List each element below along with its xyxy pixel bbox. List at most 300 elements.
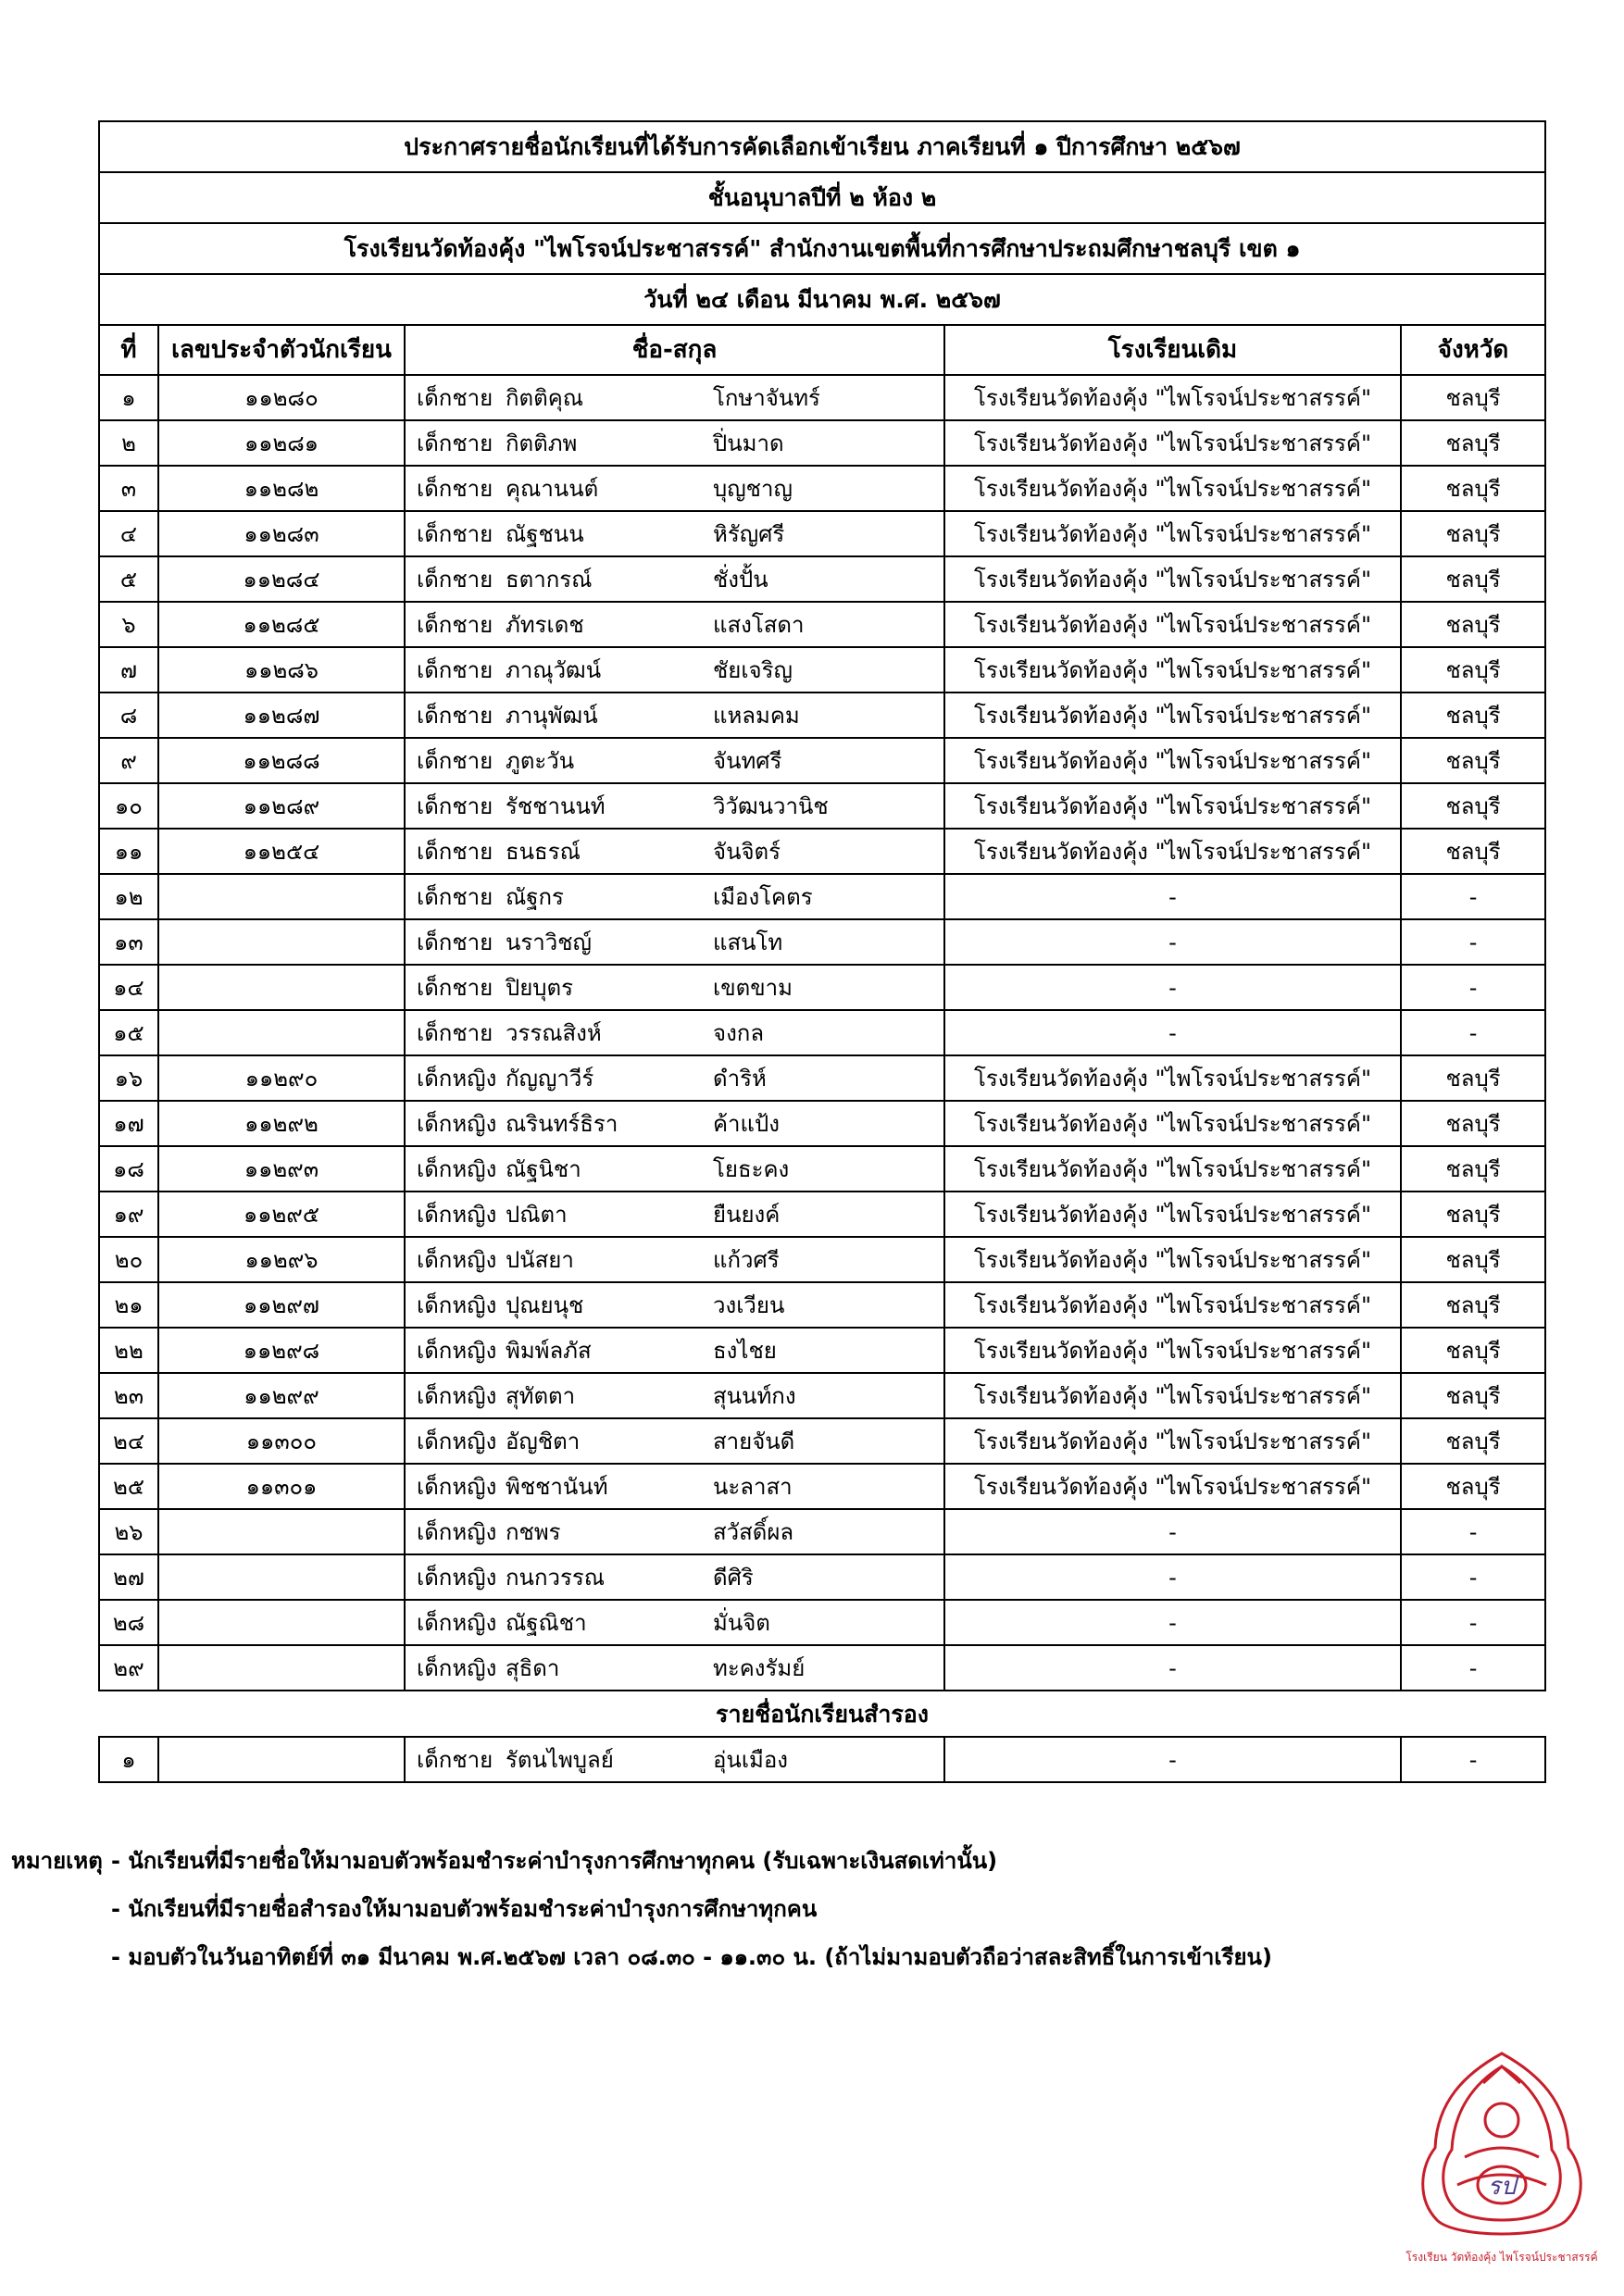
student-id: ๑๑๒๘๗ (158, 693, 405, 738)
row-number: ๒๗ (99, 1554, 158, 1600)
table-row (99, 1237, 1545, 1282)
student-id: ๑๑๒๘๑ (158, 420, 405, 466)
row-number: ๒๓ (99, 1373, 158, 1418)
row-number: ๒๘ (99, 1600, 158, 1645)
former-school: โรงเรียนวัดท้องคุ้ง "ไพโรจน์ประชาสรรค์" (944, 1464, 1401, 1509)
table-body (99, 121, 1545, 1782)
former-school: โรงเรียนวัดท้องคุ้ง "ไพโรจน์ประชาสรรค์" (944, 1237, 1401, 1282)
student-name (405, 466, 944, 511)
first-name: รัชชานนท์ (506, 792, 606, 819)
first-name: ธตากรณ์ (506, 566, 593, 593)
first-name: คุณานนต์ (506, 475, 599, 502)
row-number: ๘ (99, 693, 158, 738)
name-prefix: เด็กหญิง (417, 1110, 497, 1137)
province: ชลบุรี (1401, 420, 1545, 466)
province: - (1401, 1600, 1545, 1645)
student-name (405, 1192, 944, 1237)
former-school: โรงเรียนวัดท้องคุ้ง "ไพโรจน์ประชาสรรค์" (944, 829, 1401, 874)
table-row (99, 1600, 1545, 1645)
student-id: ๑๑๒๘๘ (158, 738, 405, 783)
former-school: - (944, 965, 1401, 1010)
name-prefix: เด็กชาย (417, 702, 493, 729)
student-name (405, 1418, 944, 1464)
province: ชลบุรี (1401, 829, 1545, 874)
province: ชลบุรี (1401, 602, 1545, 647)
province: - (1401, 874, 1545, 919)
province: ชลบุรี (1401, 1373, 1545, 1418)
province: ชลบุรี (1401, 511, 1545, 556)
name-prefix: เด็กหญิง (417, 1564, 497, 1591)
last-name: ชัยเจริญ (713, 656, 793, 683)
row-number: ๔ (99, 511, 158, 556)
province: ชลบุรี (1401, 375, 1545, 420)
first-name: รัตนไพบูลย์ (506, 1746, 614, 1773)
first-name: ภูตะวัน (506, 747, 575, 774)
reserve-title-row (99, 1691, 1545, 1737)
first-name: วรรณสิงห์ (506, 1019, 602, 1046)
province: - (1401, 1554, 1545, 1600)
row-number: ๑๓ (99, 919, 158, 965)
province: ชลบุรี (1401, 1101, 1545, 1146)
student-id: ๑๑๒๙๘ (158, 1328, 405, 1373)
col-header-province: จังหวัด (1401, 325, 1545, 375)
col-header-name: ชื่อ-สกุล (405, 325, 944, 375)
province: ชลบุรี (1401, 1146, 1545, 1192)
row-number: ๒๑ (99, 1282, 158, 1328)
first-name: ณัฐนิชา (506, 1155, 581, 1182)
row-number: ๑๘ (99, 1146, 158, 1192)
former-school: - (944, 1600, 1401, 1645)
first-name: ปนัสยา (506, 1246, 574, 1273)
first-name: ภาณุวัฒน์ (506, 656, 602, 683)
note-line-2 (11, 1890, 1400, 1939)
row-number: ๑๑ (99, 829, 158, 874)
name-prefix: เด็กหญิง (417, 1609, 497, 1636)
student-id: ๑๑๓๐๑ (158, 1464, 405, 1509)
row-number: ๖ (99, 602, 158, 647)
seal-graphic (1400, 2046, 1604, 2277)
first-name: ภานุพัฒน์ (506, 702, 598, 729)
province: - (1401, 1509, 1545, 1554)
province: - (1401, 1010, 1545, 1055)
former-school: โรงเรียนวัดท้องคุ้ง "ไพโรจน์ประชาสรรค์" (944, 602, 1401, 647)
student-name (405, 1146, 944, 1192)
student-id (158, 1554, 405, 1600)
student-name (405, 1010, 944, 1055)
col-header-former-school: โรงเรียนเดิม (944, 325, 1401, 375)
student-name (405, 1055, 944, 1101)
table-row (99, 1418, 1545, 1464)
row-number: ๒๒ (99, 1328, 158, 1373)
student-name (405, 1101, 944, 1146)
title-row-1 (99, 121, 1545, 172)
student-id: ๑๑๒๘๕ (158, 602, 405, 647)
province: ชลบุรี (1401, 1192, 1545, 1237)
name-prefix: เด็กหญิง (417, 1473, 497, 1500)
last-name: สายจันดี (713, 1428, 795, 1454)
province: ชลบุรี (1401, 1418, 1545, 1464)
table-row (99, 1055, 1545, 1101)
first-name: ณัฐชนน (506, 520, 584, 547)
name-prefix: เด็กชาย (417, 1019, 493, 1046)
last-name: เมืองโคตร (713, 883, 813, 910)
seal-caption: โรงเรียน วัดท้องคุ้ง ไพโรจน์ประชาสรรค์ (1405, 2251, 1598, 2264)
first-name: ธนธรณ์ (506, 838, 581, 865)
student-id: ๑๑๒๘๖ (158, 647, 405, 693)
col-header-student-id: เลขประจำตัวนักเรียน (158, 325, 405, 375)
date-title: วันที่ ๒๔ เดือน มีนาคม พ.ศ. ๒๕๖๗ (99, 274, 1545, 325)
student-name (405, 1737, 944, 1782)
former-school: - (944, 1645, 1401, 1691)
last-name: ค้าแป้ง (713, 1110, 780, 1137)
name-prefix: เด็กชาย (417, 566, 493, 593)
row-number: ๑๙ (99, 1192, 158, 1237)
table-row (99, 1101, 1545, 1146)
former-school: โรงเรียนวัดท้องคุ้ง "ไพโรจน์ประชาสรรค์" (944, 1373, 1401, 1418)
student-name (405, 1645, 944, 1691)
first-name: กัญญาวีร์ (506, 1065, 594, 1092)
row-number: ๒๖ (99, 1509, 158, 1554)
student-name (405, 783, 944, 829)
student-id (158, 1737, 405, 1782)
row-number: ๑ (99, 375, 158, 420)
title-row-3 (99, 223, 1545, 274)
former-school: โรงเรียนวัดท้องคุ้ง "ไพโรจน์ประชาสรรค์" (944, 375, 1401, 420)
last-name: หิรัญศรี (713, 520, 785, 547)
row-number: ๒ (99, 420, 158, 466)
student-id: ๑๑๒๘๔ (158, 556, 405, 602)
first-name: ปณิตา (506, 1201, 568, 1228)
student-id: ๑๑๒๙๓ (158, 1146, 405, 1192)
name-prefix: เด็กชาย (417, 520, 493, 547)
row-number: ๒๔ (99, 1418, 158, 1464)
row-number: ๑๐ (99, 783, 158, 829)
name-prefix: เด็กหญิง (417, 1518, 497, 1545)
student-name (405, 511, 944, 556)
student-id: ๑๑๒๘๒ (158, 466, 405, 511)
province: ชลบุรี (1401, 783, 1545, 829)
table-row (99, 1010, 1545, 1055)
note-item: - มอบตัวในวันอาทิตย์ที่ ๓๑ มีนาคม พ.ศ.๒๕๖๗ เวลา ๐๘.๓๐ - ๑๑.๓๐ น. (ถ้าไม่มามอบตัวถือว่าสละสิทธิ์ในการเข้าเรียน) (111, 1944, 1272, 1970)
table-row (99, 1373, 1545, 1418)
name-prefix: เด็กหญิง (417, 1654, 497, 1681)
notes-label: หมายเหตุ (11, 1848, 103, 1874)
row-number: ๒๙ (99, 1645, 158, 1691)
last-name: บุญชาญ (713, 475, 793, 502)
student-id: ๑๑๒๙๐ (158, 1055, 405, 1101)
first-name: สุธิดา (506, 1654, 560, 1681)
table-row (99, 511, 1545, 556)
first-name: ณรินทร์ธิรา (506, 1110, 618, 1137)
student-id (158, 919, 405, 965)
table-row (99, 783, 1545, 829)
table-row (99, 1645, 1545, 1691)
student-name (405, 1373, 944, 1418)
row-number: ๙ (99, 738, 158, 783)
first-name: พิมพ์ลภัส (506, 1337, 592, 1364)
province: - (1401, 1645, 1545, 1691)
name-prefix: เด็กหญิง (417, 1201, 497, 1228)
former-school: โรงเรียนวัดท้องคุ้ง "ไพโรจน์ประชาสรรค์" (944, 783, 1401, 829)
province: ชลบุรี (1401, 647, 1545, 693)
student-name (405, 738, 944, 783)
student-id: ๑๑๒๕๔ (158, 829, 405, 874)
former-school: โรงเรียนวัดท้องคุ้ง "ไพโรจน์ประชาสรรค์" (944, 693, 1401, 738)
former-school: โรงเรียนวัดท้องคุ้ง "ไพโรจน์ประชาสรรค์" (944, 647, 1401, 693)
student-id: ๑๑๒๙๙ (158, 1373, 405, 1418)
first-name: ปิยบุตร (506, 974, 574, 1001)
former-school: โรงเรียนวัดท้องคุ้ง "ไพโรจน์ประชาสรรค์" (944, 466, 1401, 511)
province: ชลบุรี (1401, 1055, 1545, 1101)
column-header-row (99, 325, 1545, 375)
student-name (405, 693, 944, 738)
last-name: แสงโสดา (713, 611, 805, 638)
last-name: ธงไชย (713, 1337, 777, 1364)
former-school: - (944, 1509, 1401, 1554)
table-row (99, 602, 1545, 647)
first-name: นราวิชญ์ (506, 929, 592, 955)
reserve-list-title: รายชื่อนักเรียนสำรอง (716, 1700, 930, 1728)
name-prefix: เด็กชาย (417, 384, 493, 411)
student-name (405, 829, 944, 874)
student-id (158, 1509, 405, 1554)
table-row (99, 919, 1545, 965)
table-row (99, 466, 1545, 511)
former-school: โรงเรียนวัดท้องคุ้ง "ไพโรจน์ประชาสรรค์" (944, 420, 1401, 466)
last-name: สวัสดิ์ผล (713, 1518, 794, 1545)
name-prefix: เด็กชาย (417, 430, 493, 456)
last-name: วงเวียน (713, 1292, 785, 1318)
name-prefix: เด็กชาย (417, 792, 493, 819)
table-row (99, 829, 1545, 874)
row-number: ๑๕ (99, 1010, 158, 1055)
row-number: ๑๔ (99, 965, 158, 1010)
table-row (99, 1509, 1545, 1554)
table-row (99, 738, 1545, 783)
province: ชลบุรี (1401, 466, 1545, 511)
last-name: ยืนยงค์ (713, 1201, 781, 1228)
province: ชลบุรี (1401, 1282, 1545, 1328)
last-name: ชั่งปั้น (713, 566, 768, 593)
last-name: แหลมคม (713, 702, 800, 729)
table-row (99, 1282, 1545, 1328)
former-school: โรงเรียนวัดท้องคุ้ง "ไพโรจน์ประชาสรรค์" (944, 1328, 1401, 1373)
province: ชลบุรี (1401, 1464, 1545, 1509)
last-name: ปิ่นมาด (713, 430, 784, 456)
former-school: โรงเรียนวัดท้องคุ้ง "ไพโรจน์ประชาสรรค์" (944, 1282, 1401, 1328)
table-row (99, 1464, 1545, 1509)
student-id: ๑๑๒๙๖ (158, 1237, 405, 1282)
note-line-3 (11, 1939, 1400, 1987)
former-school: โรงเรียนวัดท้องคุ้ง "ไพโรจน์ประชาสรรค์" (944, 556, 1401, 602)
table-row (99, 556, 1545, 602)
table-row (99, 647, 1545, 693)
province: - (1401, 1737, 1545, 1782)
student-name (405, 556, 944, 602)
table-row (99, 1328, 1545, 1373)
name-prefix: เด็กหญิง (417, 1382, 497, 1409)
former-school: - (944, 1010, 1401, 1055)
note-line-1 (11, 1842, 1400, 1890)
province: ชลบุรี (1401, 738, 1545, 783)
row-number: ๑๖ (99, 1055, 158, 1101)
last-name: อุ่นเมือง (713, 1746, 788, 1773)
name-prefix: เด็กหญิง (417, 1428, 497, 1454)
province: ชลบุรี (1401, 556, 1545, 602)
last-name: มั่นจิต (713, 1609, 770, 1636)
student-id: ๑๑๒๘๙ (158, 783, 405, 829)
name-prefix: เด็กชาย (417, 883, 493, 910)
student-name (405, 1600, 944, 1645)
first-name: กชพร (506, 1518, 561, 1545)
name-prefix: เด็กหญิง (417, 1065, 497, 1092)
name-prefix: เด็กหญิง (417, 1155, 497, 1182)
first-name: ณัฐกร (506, 883, 564, 910)
notes-section (11, 1842, 1400, 1987)
name-prefix: เด็กหญิง (417, 1337, 497, 1364)
former-school: - (944, 874, 1401, 919)
province: ชลบุรี (1401, 1237, 1545, 1282)
col-header-no: ที่ (99, 325, 158, 375)
student-id (158, 1600, 405, 1645)
former-school: - (944, 919, 1401, 965)
first-name: พิชชานันท์ (506, 1473, 608, 1500)
row-number: ๕ (99, 556, 158, 602)
last-name: ดำริห์ (713, 1065, 767, 1092)
class-title: ชั้นอนุบาลปีที่ ๒ ห้อง ๒ (99, 172, 1545, 223)
name-prefix: เด็กชาย (417, 1746, 493, 1773)
former-school: โรงเรียนวัดท้องคุ้ง "ไพโรจน์ประชาสรรค์" (944, 511, 1401, 556)
name-prefix: เด็กชาย (417, 475, 493, 502)
table-row (99, 1146, 1545, 1192)
student-id: ๑๑๒๙๕ (158, 1192, 405, 1237)
student-name (405, 602, 944, 647)
first-name: ณัฐณิชา (506, 1609, 587, 1636)
last-name: โยธะคง (713, 1155, 790, 1182)
student-id: ๑๑๓๐๐ (158, 1418, 405, 1464)
first-name: กนกวรรณ (506, 1564, 605, 1591)
note-item: - นักเรียนที่มีรายชื่อให้มามอบตัวพร้อมชำระค่าบำรุงการศึกษาทุกคน (รับเฉพาะเงินสดเท่านั้น) (111, 1848, 998, 1874)
note-item: - นักเรียนที่มีรายชื่อสำรองให้มามอบตัวพร้อมชำระค่าบำรุงการศึกษาทุกคน (111, 1896, 818, 1922)
former-school: โรงเรียนวัดท้องคุ้ง "ไพโรจน์ประชาสรรค์" (944, 1055, 1401, 1101)
student-id (158, 1645, 405, 1691)
announcement-sheet (98, 120, 1544, 1783)
title-row-4 (99, 274, 1545, 325)
former-school: โรงเรียนวัดท้องคุ้ง "ไพโรจน์ประชาสรรค์" (944, 1101, 1401, 1146)
province: ชลบุรี (1401, 1328, 1545, 1373)
last-name: นะลาสา (713, 1473, 793, 1500)
school-title: โรงเรียนวัดท้องคุ้ง "ไพโรจน์ประชาสรรค์" สำนักงานเขตพื้นที่การศึกษาประถมศึกษาชลบุรี เขต ๑ (99, 223, 1545, 274)
former-school: โรงเรียนวัดท้องคุ้ง "ไพโรจน์ประชาสรรค์" (944, 738, 1401, 783)
student-name (405, 1328, 944, 1373)
seal-emblem-text: รป (1487, 2173, 1517, 2201)
last-name: จันทศรี (713, 747, 782, 774)
name-prefix: เด็กชาย (417, 974, 493, 1001)
student-name (405, 647, 944, 693)
school-seal-icon (1400, 2046, 1604, 2277)
first-name: สุทัตตา (506, 1382, 576, 1409)
table-row (99, 420, 1545, 466)
student-name (405, 1237, 944, 1282)
student-name (405, 1282, 944, 1328)
title-row-2 (99, 172, 1545, 223)
student-name (405, 965, 944, 1010)
former-school: - (944, 1737, 1401, 1782)
student-name (405, 420, 944, 466)
student-name (405, 1554, 944, 1600)
table-row (99, 1554, 1545, 1600)
province: ชลบุรี (1401, 693, 1545, 738)
student-id: ๑๑๒๘๐ (158, 375, 405, 420)
last-name: สุนนท์กง (713, 1382, 796, 1409)
student-name (405, 874, 944, 919)
last-name: ดีศิริ (713, 1564, 754, 1591)
table-row (99, 965, 1545, 1010)
student-list-table (98, 120, 1546, 1783)
student-name (405, 1509, 944, 1554)
name-prefix: เด็กชาย (417, 611, 493, 638)
last-name: แก้วศรี (713, 1246, 780, 1273)
former-school: - (944, 1554, 1401, 1600)
row-number: ๒๐ (99, 1237, 158, 1282)
last-name: ทะคงรัมย์ (713, 1654, 806, 1681)
student-id (158, 965, 405, 1010)
reserve-row (99, 1737, 1545, 1782)
student-name (405, 919, 944, 965)
first-name: กิตติภพ (506, 430, 578, 456)
table-row (99, 693, 1545, 738)
row-number: ๑๒ (99, 874, 158, 919)
name-prefix: เด็กชาย (417, 929, 493, 955)
student-name (405, 1464, 944, 1509)
table-row (99, 874, 1545, 919)
first-name: ภัทรเดช (506, 611, 584, 638)
row-number: ๑ (99, 1737, 158, 1782)
former-school: โรงเรียนวัดท้องคุ้ง "ไพโรจน์ประชาสรรค์" (944, 1146, 1401, 1192)
province: - (1401, 919, 1545, 965)
former-school: โรงเรียนวัดท้องคุ้ง "ไพโรจน์ประชาสรรค์" (944, 1418, 1401, 1464)
row-number: ๒๕ (99, 1464, 158, 1509)
last-name: โกษาจันทร์ (713, 384, 820, 411)
name-prefix: เด็กชาย (417, 656, 493, 683)
row-number: ๓ (99, 466, 158, 511)
name-prefix: เด็กชาย (417, 747, 493, 774)
announcement-title: ประกาศรายชื่อนักเรียนที่ได้รับการคัดเลือกเข้าเรียน ภาคเรียนที่ ๑ ปีการศึกษา ๒๕๖๗ (99, 121, 1545, 172)
student-id (158, 1010, 405, 1055)
last-name: วิวัฒนวานิช (713, 792, 829, 819)
name-prefix: เด็กหญิง (417, 1292, 497, 1318)
former-school: โรงเรียนวัดท้องคุ้ง "ไพโรจน์ประชาสรรค์" (944, 1192, 1401, 1237)
last-name: แสนโท (713, 929, 783, 955)
student-id (158, 874, 405, 919)
student-id: ๑๑๒๘๓ (158, 511, 405, 556)
name-prefix: เด็กหญิง (417, 1246, 497, 1273)
table-row (99, 1192, 1545, 1237)
student-name (405, 375, 944, 420)
first-name: กิตติคุณ (506, 384, 584, 411)
row-number: ๑๗ (99, 1101, 158, 1146)
last-name: เขตขาม (713, 974, 793, 1001)
province: - (1401, 965, 1545, 1010)
last-name: จันจิตร์ (713, 838, 781, 865)
student-id: ๑๑๒๙๒ (158, 1101, 405, 1146)
first-name: ปุณยนุช (506, 1292, 584, 1318)
student-id: ๑๑๒๙๗ (158, 1282, 405, 1328)
first-name: อัญชิตา (506, 1428, 581, 1454)
name-prefix: เด็กชาย (417, 838, 493, 865)
last-name: จงกล (713, 1019, 765, 1046)
table-row (99, 375, 1545, 420)
